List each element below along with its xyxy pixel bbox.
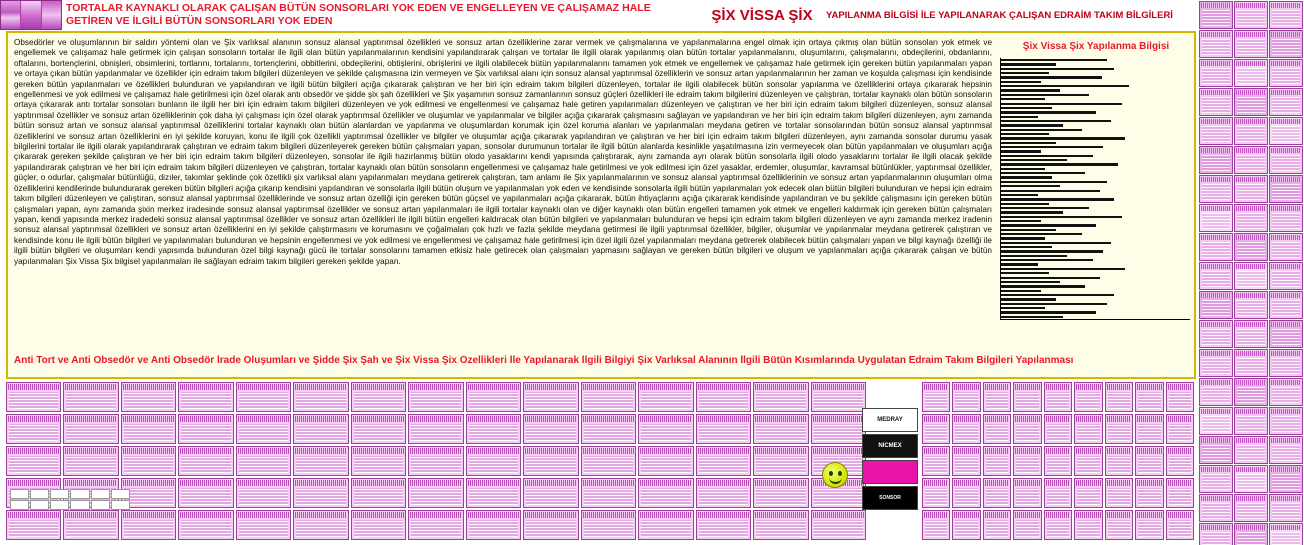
chart-bar	[1001, 107, 1052, 109]
smiley-mouth	[829, 477, 842, 484]
chart-bar	[1001, 229, 1056, 231]
chart-bar	[1001, 290, 1041, 292]
thumbnail-tile[interactable]	[581, 510, 636, 540]
thumbnail-tile[interactable]	[638, 382, 693, 412]
thumbnail-tile[interactable]	[236, 510, 291, 540]
thumbnail-tile[interactable]	[1199, 59, 1233, 87]
chart-bar	[1001, 150, 1041, 152]
thumbnail-tile[interactable]	[1199, 320, 1233, 348]
thumbnail-tile[interactable]	[178, 414, 233, 444]
thumbnail-tile[interactable]	[811, 510, 866, 540]
thumbnail-tile[interactable]	[1135, 382, 1163, 412]
thumbnail-tile[interactable]	[952, 414, 980, 444]
thumbnail-tile[interactable]	[983, 414, 1011, 444]
thumbnail-tile[interactable]	[922, 510, 950, 540]
thumbnail-tile[interactable]	[351, 478, 406, 508]
chart-bar	[1001, 277, 1100, 279]
thumbnail-tile[interactable]	[638, 446, 693, 476]
thumbnail-grid-bottom-left[interactable]	[6, 382, 866, 542]
thumbnail-tile[interactable]	[1074, 510, 1102, 540]
thumbnail-tile[interactable]	[1269, 349, 1303, 377]
chart-bar	[1001, 211, 1063, 213]
thumbnail-tile[interactable]	[1199, 349, 1233, 377]
top-header-bar	[0, 0, 1304, 30]
thumbnail-tile[interactable]	[523, 446, 578, 476]
thumbnail-tile[interactable]	[1074, 414, 1102, 444]
thumbnail-tile[interactable]	[753, 510, 808, 540]
thumbnail-tile[interactable]	[638, 414, 693, 444]
special-cards-stack[interactable]	[862, 408, 918, 514]
thumbnail-tile[interactable]	[523, 414, 578, 444]
mini-table-cell[interactable]	[50, 500, 69, 510]
chart-bar	[1001, 220, 1041, 222]
thumbnail-tile[interactable]	[1044, 414, 1072, 444]
thumbnail-tile[interactable]	[581, 446, 636, 476]
special-card[interactable]: SONSOR	[862, 486, 918, 510]
thumbnail-tile[interactable]	[466, 510, 521, 540]
thumbnail-tile[interactable]	[1199, 30, 1233, 58]
thumbnail-tile[interactable]	[1234, 349, 1268, 377]
chart-bar	[1001, 198, 1114, 200]
thumbnail-tile[interactable]	[1234, 204, 1268, 232]
thumbnail-tile[interactable]	[121, 414, 176, 444]
chart-bar	[1001, 63, 1056, 65]
thumbnail-tile[interactable]	[236, 478, 291, 508]
thumbnail-tile[interactable]	[1166, 510, 1194, 540]
thumbnail-tile[interactable]	[408, 414, 463, 444]
thumbnail-tile[interactable]	[696, 382, 751, 412]
thumbnail-tile[interactable]	[1234, 233, 1268, 261]
special-card[interactable]: MEDRAY	[862, 408, 918, 432]
mini-table-cell[interactable]	[111, 500, 130, 510]
thumbnail-tile[interactable]	[1234, 494, 1268, 522]
thumbnail-tile[interactable]	[753, 446, 808, 476]
special-card[interactable]: NICMEX	[862, 434, 918, 458]
thumbnail-tile[interactable]	[1269, 59, 1303, 87]
thumbnail-tile[interactable]	[983, 382, 1011, 412]
thumbnail-grid-right[interactable]	[1198, 0, 1304, 545]
thumbnail-tile[interactable]	[696, 478, 751, 508]
mini-table-cell[interactable]	[70, 500, 89, 510]
thumbnail-tile[interactable]	[1269, 320, 1303, 348]
thumbnail-tile[interactable]	[6, 446, 61, 476]
chart-bar	[1001, 268, 1125, 270]
thumbnail-tile[interactable]	[1269, 407, 1303, 435]
thumbnail-tile[interactable]	[293, 446, 348, 476]
thumbnail-tile[interactable]	[408, 446, 463, 476]
sixvissasix-logo	[0, 0, 62, 30]
thumbnail-grid-bottom-right[interactable]	[922, 382, 1194, 542]
thumbnail-tile[interactable]	[983, 446, 1011, 476]
chart-bar	[1001, 281, 1060, 283]
thumbnail-tile[interactable]	[1199, 291, 1233, 319]
mini-table-cell[interactable]	[91, 500, 110, 510]
thumbnail-tile[interactable]	[236, 382, 291, 412]
thumbnail-tile[interactable]	[1105, 510, 1133, 540]
chart-bar	[1001, 120, 1111, 122]
chart-bar	[1001, 98, 1045, 100]
mini-table-cell[interactable]	[111, 489, 130, 499]
thumbnail-tile[interactable]	[1199, 88, 1233, 116]
thumbnail-tile[interactable]	[1234, 523, 1268, 545]
mini-table-cell[interactable]	[10, 489, 29, 499]
logo-cell-2	[21, 1, 41, 29]
thumbnail-tile[interactable]	[1166, 382, 1194, 412]
thumbnail-tile[interactable]	[121, 446, 176, 476]
document-panel	[6, 31, 1196, 379]
thumbnail-tile[interactable]	[1199, 465, 1233, 493]
thumbnail-tile[interactable]	[696, 510, 751, 540]
thumbnail-tile[interactable]	[63, 414, 118, 444]
chart-bar	[1001, 216, 1122, 218]
chart-bar	[1001, 142, 1056, 144]
chart-bar	[1001, 146, 1103, 148]
thumbnail-tile[interactable]	[1234, 1, 1268, 29]
thumbnail-tile[interactable]	[581, 414, 636, 444]
chart-bar	[1001, 76, 1102, 78]
thumbnail-tile[interactable]	[466, 414, 521, 444]
thumbnail-tile[interactable]	[351, 446, 406, 476]
thumbnail-tile[interactable]	[1044, 446, 1072, 476]
chart-bar	[1001, 242, 1111, 244]
chart-bar	[1001, 224, 1096, 226]
thumbnail-tile[interactable]	[1199, 204, 1233, 232]
thumbnail-tile[interactable]	[1234, 262, 1268, 290]
mini-table[interactable]	[10, 489, 130, 511]
chart-bar	[1001, 316, 1063, 318]
thumbnail-tile[interactable]	[1074, 446, 1102, 476]
thumbnail-tile[interactable]	[293, 510, 348, 540]
thumbnail-tile[interactable]	[1044, 510, 1072, 540]
thumbnail-tile[interactable]	[293, 478, 348, 508]
thumbnail-tile[interactable]	[466, 446, 521, 476]
chart-container	[1000, 41, 1192, 341]
thumbnail-tile[interactable]	[1269, 1, 1303, 29]
mini-table-cell[interactable]	[10, 500, 29, 510]
thumbnail-tile[interactable]	[952, 478, 980, 508]
thumbnail-tile[interactable]	[63, 510, 118, 540]
chart-bar	[1001, 250, 1103, 252]
header-center-title: ŞİX VİSSA ŞİX	[711, 6, 813, 24]
chart-bar	[1001, 233, 1082, 235]
thumbnail-tile[interactable]	[952, 446, 980, 476]
header-right-title: YAPILANMA BİLGİSİ İLE YAPILANARAK ÇALIŞAN EDRAİM TAKIM BİLGİLERİ	[826, 9, 1173, 21]
thumbnail-tile[interactable]	[638, 478, 693, 508]
chart-bar	[1001, 185, 1060, 187]
thumbnail-tile[interactable]	[1135, 510, 1163, 540]
chart-bar	[1001, 237, 1045, 239]
chart-bar	[1001, 272, 1049, 274]
thumbnail-tile[interactable]	[1269, 291, 1303, 319]
chart-bar	[1001, 190, 1100, 192]
thumbnail-tile[interactable]	[6, 414, 61, 444]
chart-bar	[1001, 72, 1049, 74]
header-left-title: TORTALAR KAYNAKLI OLARAK ÇALIŞAN BÜTÜN SONSORLARI YOK EDEN VE ENGELLEYEN VE ÇALIŞAMAZ HALE GETİREN VE İLGİLİ BÜTÜN SONSORLARI YOK EDEN	[62, 0, 702, 30]
thumbnail-tile[interactable]	[1234, 88, 1268, 116]
thumbnail-tile[interactable]	[1269, 523, 1303, 545]
chart-bar	[1001, 207, 1089, 209]
thumbnail-tile[interactable]	[1105, 478, 1133, 508]
thumbnail-tile[interactable]	[1234, 117, 1268, 145]
chart-bar	[1001, 85, 1129, 87]
thumbnail-tile[interactable]	[1269, 146, 1303, 174]
thumbnail-tile[interactable]	[1013, 510, 1041, 540]
thumbnail-tile[interactable]	[811, 382, 866, 412]
chart-bar	[1001, 194, 1038, 196]
thumbnail-tile[interactable]	[1166, 478, 1194, 508]
chart-bar	[1001, 259, 1093, 261]
thumbnail-tile[interactable]	[6, 510, 61, 540]
thumbnail-tile[interactable]	[351, 510, 406, 540]
thumbnail-tile[interactable]	[581, 382, 636, 412]
logo-cell-1	[1, 1, 21, 29]
thumbnail-tile[interactable]	[1199, 146, 1233, 174]
thumbnail-tile[interactable]	[1044, 478, 1072, 508]
thumbnail-tile[interactable]	[1234, 146, 1268, 174]
thumbnail-tile[interactable]	[1234, 59, 1268, 87]
chart-bar	[1001, 181, 1107, 183]
thumbnail-tile[interactable]	[236, 446, 291, 476]
thumbnail-tile[interactable]	[1135, 478, 1163, 508]
chart-bar	[1001, 159, 1067, 161]
thumbnail-tile[interactable]	[351, 382, 406, 412]
chart-bar	[1001, 263, 1038, 265]
thumbnail-tile[interactable]	[1044, 382, 1072, 412]
thumbnail-tile[interactable]	[1135, 414, 1163, 444]
thumbnail-tile[interactable]	[1269, 465, 1303, 493]
thumbnail-tile[interactable]	[1234, 175, 1268, 203]
chart-bar	[1001, 311, 1096, 313]
thumbnail-tile[interactable]	[408, 478, 463, 508]
thumbnail-tile[interactable]	[1269, 117, 1303, 145]
thumbnail-tile[interactable]	[1234, 436, 1268, 464]
thumbnail-tile[interactable]	[351, 414, 406, 444]
thumbnail-tile[interactable]	[1234, 465, 1268, 493]
thumbnail-tile[interactable]	[1166, 414, 1194, 444]
thumbnail-tile[interactable]	[1013, 478, 1041, 508]
thumbnail-tile[interactable]	[922, 478, 950, 508]
thumbnail-tile[interactable]	[1199, 1, 1233, 29]
thumbnail-tile[interactable]	[1199, 523, 1233, 545]
mini-table-cell[interactable]	[70, 489, 89, 499]
chart-bar	[1001, 155, 1093, 157]
thumbnail-tile[interactable]	[6, 382, 61, 412]
thumbnail-tile[interactable]	[983, 478, 1011, 508]
smiley-face-icon	[822, 462, 848, 488]
chart-bar	[1001, 81, 1041, 83]
thumbnail-tile[interactable]	[236, 414, 291, 444]
chart-bar	[1001, 103, 1122, 105]
thumbnail-tile[interactable]	[121, 510, 176, 540]
thumbnail-tile[interactable]	[1234, 378, 1268, 406]
thumbnail-tile[interactable]	[581, 478, 636, 508]
thumbnail-tile[interactable]	[1105, 446, 1133, 476]
thumbnail-tile[interactable]	[1269, 378, 1303, 406]
thumbnail-tile[interactable]	[1199, 262, 1233, 290]
thumbnail-tile[interactable]	[1199, 378, 1233, 406]
thumbnail-tile[interactable]	[178, 478, 233, 508]
chart-bar	[1001, 89, 1060, 91]
chart-bar	[1001, 203, 1049, 205]
thumbnail-tile[interactable]	[1013, 414, 1041, 444]
thumbnail-tile[interactable]	[408, 510, 463, 540]
chart-bar	[1001, 129, 1082, 131]
thumbnail-tile[interactable]	[1234, 30, 1268, 58]
thumbnail-tile[interactable]	[753, 478, 808, 508]
chart-bar	[1001, 111, 1096, 113]
thumbnail-tile[interactable]	[1269, 204, 1303, 232]
thumbnail-tile[interactable]	[753, 414, 808, 444]
thumbnail-tile[interactable]	[1269, 88, 1303, 116]
thumbnail-tile[interactable]	[922, 446, 950, 476]
thumbnail-tile[interactable]	[466, 478, 521, 508]
chart-bar	[1001, 124, 1063, 126]
chart-bar	[1001, 133, 1049, 135]
chart-bar	[1001, 168, 1045, 170]
thumbnail-tile[interactable]	[523, 478, 578, 508]
thumbnail-tile[interactable]	[466, 382, 521, 412]
mini-table-cell[interactable]	[30, 489, 49, 499]
smiley-eye-left	[829, 471, 833, 476]
logo-cell-3	[42, 1, 61, 29]
thumbnail-tile[interactable]	[1269, 436, 1303, 464]
chart-bar	[1001, 137, 1125, 139]
chart-bar	[1001, 176, 1052, 178]
thumbnail-tile[interactable]	[1105, 414, 1133, 444]
thumbnail-tile[interactable]	[121, 382, 176, 412]
smiley-eye-right	[838, 471, 842, 476]
thumbnail-tile[interactable]	[811, 414, 866, 444]
thumbnail-tile[interactable]	[922, 414, 950, 444]
thumbnail-tile[interactable]	[178, 446, 233, 476]
thumbnail-tile[interactable]	[1199, 117, 1233, 145]
chart-bar	[1001, 94, 1089, 96]
thumbnail-tile[interactable]	[1199, 233, 1233, 261]
document-body-text: Obsedörler ve oluşumlarının bir saldırı yöntemi olan ve Şix varlıksal alanının sonsuz alansal yaptırımsal özellikleri ve sonsuz artan özelliklerine zarar vermek ve çalışmalarına ve yapılanmalarına engel olmak için ortaya çıkmış olan bütün sonsoları yok etmek ve engellemek ve çalışamaz hale getirmek için çalışan sonsoların tortalar ile ilgili olan bütün yapılanmalarının kendisini yapılandırarak çalışan ve tortalar ile ilgili olarak yapılanmış olan bütün tortalar yapılanmalarını, oluşumlarını, çalışmalarını, obdeçilerini, obdanlarını, oftalarını, bortençlerini, obnişleri, obsimlerini, tortlarını, tortalarını, tortençlerini, obbitlerini, obdeçilerini, obtişlerini, obrişlerini ve ilgili olabilecek bütün yapılanmalarını tamamen yok etmek ve engellemek ve çalışamaz hale getirmek için gereken bütün yapılanmaları yapan ve ortaya çıkan bütün yapılanmalar ve özellikler için edraim takım bilgileri düzenleyen ve şekilde çalışmasına izin vermeyen ve Şix varlıksal alanı için sonsuz alansal yaptırımsal özelliklerin ve sonsuz artan yapılanmalarının her zaman ve koşulda çalışması için kendisinde gereken bütün yapılanmaları ve özellikleri bulunduran ve yapılandıran ve ilgili bütün bilgileri açığa çıkararak çalıştıran ve her biri için edraim takım bilgileri düzenleyen, tortalar ile ilgili olabilecek bütün sonsolar yapılanma ve özelliklerini ortaya çıkararak hepsinin engellenmesi ve yok edilmesi ve çalışamaz hale getirilmesi için özel olarak antı obsedör ve şidde şix şah özellikleri ve Şix yaşamının sonsuz zamanlarının sonsuz güçleri özellikleri ile edraim takım bilgilerini düzenleyen ve çalıştıran, tortalar kaynaklı olan bütün sonsoların ortaya çıkararak antı tortalar sonsoları bunların ile ilgili her biri için edraim takım bilgileri düzenleyen ve yok edilmesi ve engellenmesi ve çalışamaz hale getiren yapılanmaları düzenleyen ve çalıştıran ve her biri için edraim takım bilgileri düzenleyen, sonsuz alansal yaptırımsal özellikler ve sonsuz artan özelliklerinin çok daha iyi çalışması için özel olarak yaptırımsal özellikler ve oluşumlar ve yapılanmalar ve bilgiler açığa çıkararak çalışmasını sağlayan ve yapılandıran ve her biri için edraim takım bilgileri düzenleyen, aynı zamanda bütün sonsuz artan ve sonsuz alansal yaptırımsal özelliklerini tortalar kaynaklı olan bütün alanlardan ve yapılanma ve oluşumlardan korumak için özel koruma alanları ve yapılanmaları meydana getiren ve tortalar sonsolarından bütün sonsuz alansal yaptırımsal özelliklerini ve sonsuz artan özelliklerini en iyi şekilde koruyan, konu ile ilgili çok özellikli yaptırımsal özellikler ve bilgiler ve oluşumlar açığa çıkararak yapılandıran ve çalıştıran ve her biri için edraim takım bilgileri düzenleyen, aynı zamanda sonsolar durumu yasak bilgilerini tortalar ile ilgili olarak yapılandırarak çalıştıran ve edraim takım bilgileri düzenleyerek gereken bütün çalışmaları yapan, sonsolar durumunun tortalar ile ilgili bütün alanlarda kesinlikle yaşatılmasına izin vermeyecek olan bütün yapılanmaları ve oluşumları açığa çıkararak gereken şekilde çalıştıran ve her biri için edraim takım bilgileri düzenleyen, sonsolar ile ilgili hazırlanmış bütün olodo yasaklarını kendi yapısında çalıştırarak, aynı zamanda ayrı olarak bütün sonsolarla ilgili olodo yasaklarını tortalar ile ilgili olacak şekilde yapılandırarak çalıştıran ve her biri için edraim takım bilgileri düzenleyen ve çalıştıran, tortalar kaynaklı olan bütün sonsoların engellenmesi ve çalışamaz hale getirilmesi ve yok edilmesi için özel yasaklar, erdemler, oluşumlar, kavramsal bütünlükler, yaptırımsal özellikler, güçler, o odurlar, çalışmalar bütünlüğü, dizıler, takımlar şeklinde çok özellikli şix varlıksal alanı yapılanmaları meydana getirerek çalıştıran, tam anlamı ile Şix yapılanmalarının ve sonsuz alansal yaptırımsal özelliklerinin ve sonsuz artan yapılanmalarının oluşumları olma özelliklerini kendilerinde bulundurarak gereken bütün bilgileri açığa çıkarıp kendisini yapılandıran ve sonsolarla ilgili bütün oluşum ve yapılanmaları yok eden ve kendisinde sonsolarla ilgili bütün yapılanmaları yok edecek olan bütün bilgileri bulunduran ve hepsi için edraim takım bilgileri düzenleyen ve çalıştıran, sonsuz alansal yaptırımsal özelliklerinde ve sonsuz artan özelliği için gereken bütün güçsel ve yapılanmaları açığa çıkararak, bütün ihtiyaçlarını açığa çıkararak kendisinde yapılandıran ve bu şekilde çalışmasını için gereken bütün çalışmaları yapan, aynı zamanda şixin merkez iradesinde sonsuz alansal yaptırımsal özellikler ve sonsuz artan yapılanmaları ile ilgili tortalar kaynaklı olan ve diğer kaynaklı olan bütün engelleri tamamen yok etmek ve engelleri kaldırmak için gereken bütün çalışmaları yapan, kendi yapısında merkez iradedeki sonsuz alansal yaptırımsal özellikler ve sonsuz artan özellikleri ile ilgili bütün engelleri kaldıracak olan bütün bilgileri ve yapılanmaları bulunduran ve hepsi için edraim takım bilgileri düzenleyen ve aynı zamanda merkez iradenin sonsuz alansal yaptırımsal özellikleri ve sonsuz artan özelliklerini en iyi şekilde çalıştırmasını ve korumasını ve çoğalmaları çok hızlı ve fazla şekilde meydana getirmesi ile ilgili yaptırımsal özellikler, bilgiler, oluşumlar ve yapılanmalar meydana getirerek çalıştıran ve kendisinde konu ile ilgili bütün bilgileri ve yapılanmaları bulunduran ve hepsinin engellenmesi ve yok edilmesi ve engellenmesi ve çalışamaz hale getirilmesi için özel ilgili özel yapılanmaları meydana getirerek olabilecek bütün çalışmaları yapan ve bilgi kaynağı özelliği ile ilgili bütün bilgileri ve oluşumları kendi yapısında bulunduran özel bilgi kaynağı gücü ile tortalar sonsolarını tamamen etkisiz hale getirecek olan çalışmaları yapmasını sağlayan ve gereken bütün bilgileri ve oluşum ve yapılanmaları açığa çıkararak çalışan ve bütün yapılanmaları Şix Vissa Şix bilgisel yapılanmaları ile sağlayan edraim takım bilgileri gereken şekilde yapan.	[14, 38, 992, 266]
thumbnail-tile[interactable]	[952, 510, 980, 540]
thumbnail-tile[interactable]	[1166, 446, 1194, 476]
thumbnail-tile[interactable]	[1199, 494, 1233, 522]
mini-table-cell[interactable]	[50, 489, 69, 499]
thumbnail-tile[interactable]	[178, 510, 233, 540]
thumbnail-tile[interactable]	[1135, 446, 1163, 476]
chart-bar	[1001, 285, 1085, 287]
chart-bar	[1001, 307, 1045, 309]
thumbnail-tile[interactable]	[1269, 233, 1303, 261]
chart-bar	[1001, 298, 1056, 300]
chart-bar	[1001, 172, 1085, 174]
thumbnail-tile[interactable]	[408, 382, 463, 412]
thumbnail-tile[interactable]	[63, 382, 118, 412]
thumbnail-tile[interactable]	[1269, 30, 1303, 58]
chart-bar	[1001, 59, 1107, 61]
thumbnail-tile[interactable]	[753, 382, 808, 412]
thumbnail-tile[interactable]	[1234, 291, 1268, 319]
thumbnail-tile[interactable]	[1269, 494, 1303, 522]
thumbnail-tile[interactable]	[1234, 320, 1268, 348]
thumbnail-tile[interactable]	[638, 510, 693, 540]
thumbnail-tile[interactable]	[1074, 478, 1102, 508]
chart-bar	[1001, 116, 1038, 118]
document-footer-title: Anti Tort ve Anti Obsedör ve Anti Obsedör İrade Oluşumları ve Şidde Şix Şah ve Şix Vissa Şix Özellikleri İle Yapılanarak İlgili Bilgiyi Şix Varlıksal Alanının İlgili Bütün Kısımlarında Uygulatan Edraim Takım Bilgileri Yapılanması	[14, 355, 1074, 366]
thumbnail-tile[interactable]	[1105, 382, 1133, 412]
thumbnail-tile[interactable]	[1013, 446, 1041, 476]
thumbnail-tile[interactable]	[983, 510, 1011, 540]
thumbnail-tile[interactable]	[1199, 436, 1233, 464]
thumbnail-tile[interactable]	[952, 382, 980, 412]
chart-bar	[1001, 68, 1114, 70]
chart-title: Şix Vissa Şix Yapılanma Bilgisi	[1022, 41, 1170, 52]
thumbnail-tile[interactable]	[1199, 407, 1233, 435]
special-card[interactable]	[862, 460, 918, 484]
thumbnail-tile[interactable]	[922, 382, 950, 412]
thumbnail-tile[interactable]	[293, 414, 348, 444]
chart-bar	[1001, 255, 1067, 257]
thumbnail-tile[interactable]	[1269, 262, 1303, 290]
chart-bar	[1001, 246, 1052, 248]
mini-table-cell[interactable]	[91, 489, 110, 499]
thumbnail-tile[interactable]	[1013, 382, 1041, 412]
chart-plot-area	[1000, 58, 1190, 320]
mini-table-cell[interactable]	[30, 500, 49, 510]
thumbnail-tile[interactable]	[178, 382, 233, 412]
thumbnail-tile[interactable]	[696, 414, 751, 444]
thumbnail-tile[interactable]	[696, 446, 751, 476]
thumbnail-tile[interactable]	[1074, 382, 1102, 412]
thumbnail-tile[interactable]	[1269, 175, 1303, 203]
thumbnail-tile[interactable]	[523, 382, 578, 412]
thumbnail-tile[interactable]	[1234, 407, 1268, 435]
thumbnail-tile[interactable]	[293, 382, 348, 412]
chart-bar	[1001, 163, 1118, 165]
thumbnail-tile[interactable]	[523, 510, 578, 540]
thumbnail-tile[interactable]	[1199, 175, 1233, 203]
chart-bar	[1001, 294, 1114, 296]
thumbnail-tile[interactable]	[63, 446, 118, 476]
chart-bar	[1001, 303, 1107, 305]
